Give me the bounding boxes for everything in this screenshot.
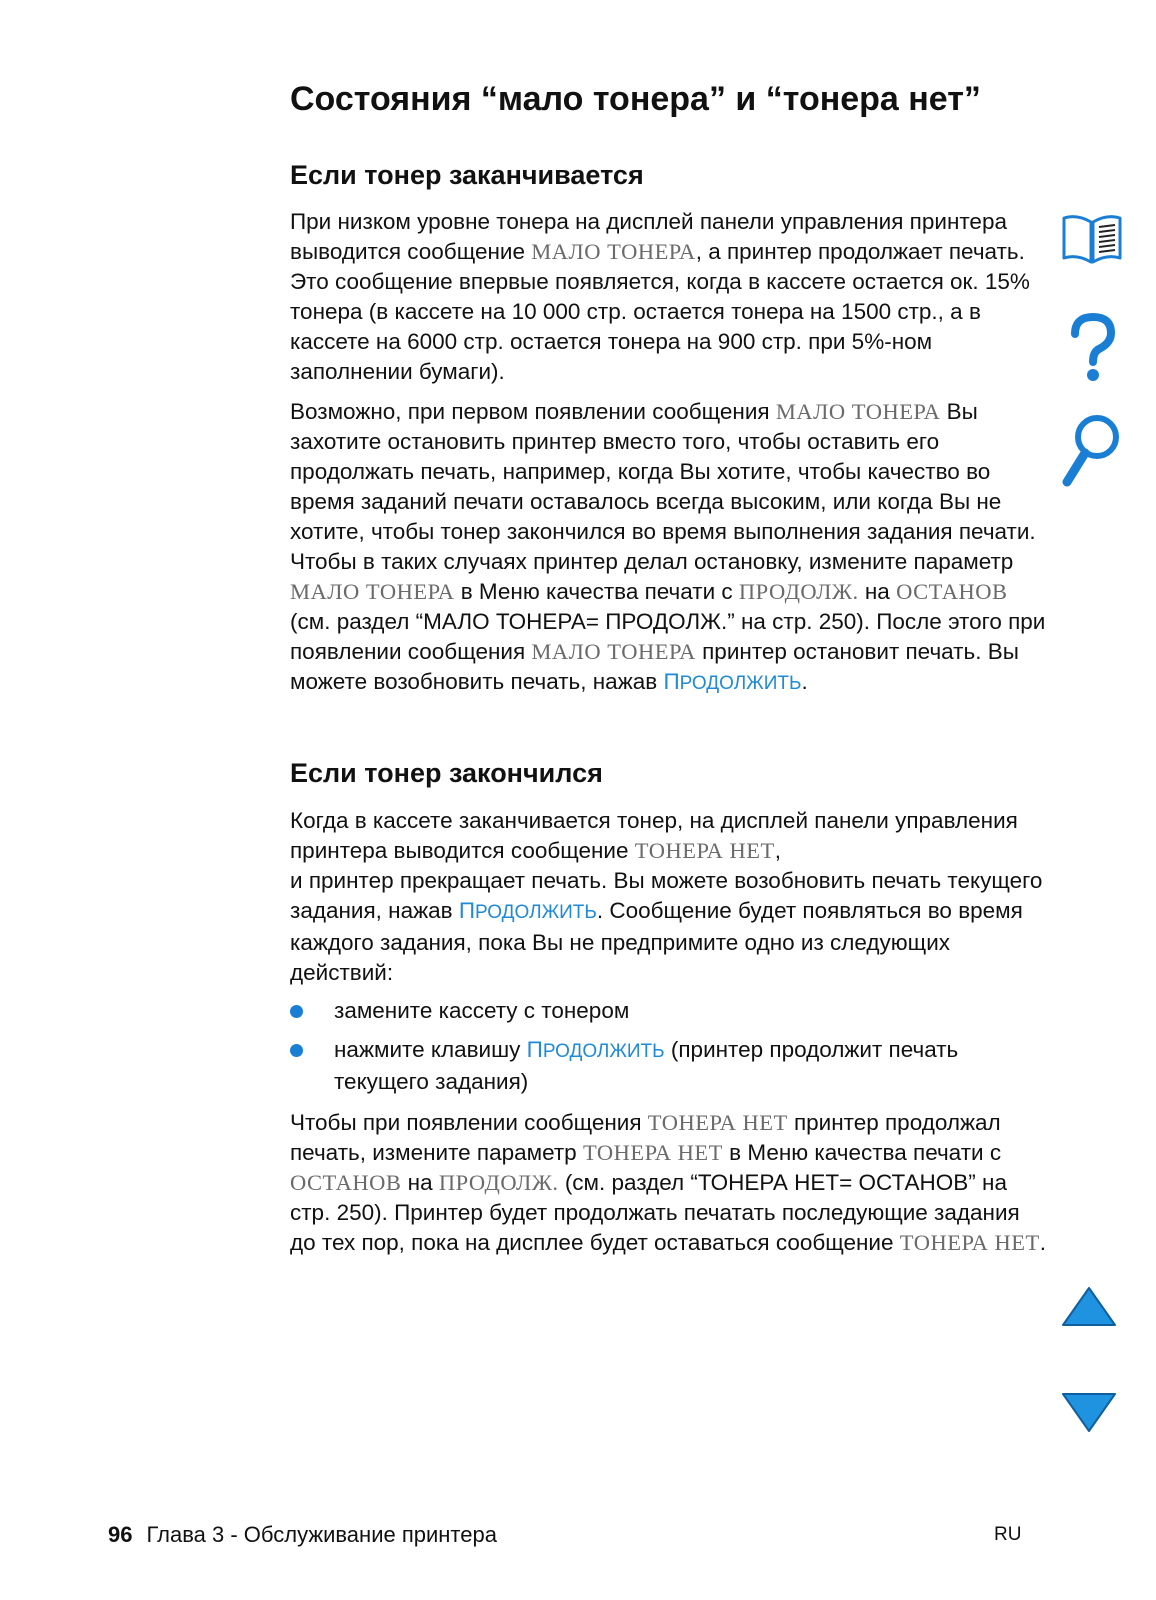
question-mark-icon[interactable] [1066, 312, 1120, 384]
text-run: принтер продолжал печать, измените параметр [290, 1110, 1001, 1165]
paragraph-out-of-toner-1 [290, 806, 1050, 988]
text-run: При низком уровне тонера на дисплей панели управления принтера выводится сообщение [290, 209, 1007, 264]
triangle-down-icon[interactable] [1060, 1390, 1118, 1434]
continue-key-link[interactable] [459, 898, 597, 923]
text-run: (см. раздел “МАЛО ТОНЕРА= ПРОДОЛЖ.” на стр. 250). После этого при появлении сообщения [290, 609, 1046, 664]
chapter-title: Глава 3 - Обслуживание принтера [146, 1522, 497, 1547]
text-run: Вы захотите остановить принтер вместо того, чтобы оставить его продолжать печать, например, когда Вы хотите, чтобы качество во время заданий печати оставалось всегда высоким, или когда Вы не хотите, чтобы тонер закончился во время выполнения задания печати. Чтобы в таких случаях принтер делал остановку, измените параметр [290, 399, 1036, 574]
section-heading-out-of-toner: Если тонер закончился [290, 758, 603, 788]
text-run: на [401, 1170, 439, 1195]
list-item [290, 996, 1050, 1026]
display-message: МАЛО ТОНЕРА [531, 639, 696, 664]
text-run: Чтобы при появлении сообщения [290, 1110, 648, 1135]
section-heading-low-toner: Если тонер заканчивается [290, 160, 644, 190]
paragraph-out-of-toner-2 [290, 1108, 1050, 1258]
text-run: . Сообщение будет появляться во время каждого задания, пока Вы не предпримите одно из следующих действий: [290, 898, 1023, 985]
link-initial: П [458, 898, 476, 923]
text-run: Когда в кассете заканчивается тонер, на дисплей панели управления принтера выводится сообщение [290, 808, 1018, 863]
link-rest: РОДОЛЖИТЬ [679, 673, 802, 694]
book-icon[interactable] [1061, 212, 1123, 268]
text-run: , а принтер продолжает печать. Это сообщение впервые появляется, когда в кассете остается ок. 15% тонера (в кассете на 10 000 стр. остается тонера на 1500 стр., а в кассете на 6000 стр. остается тонера на 900 стр. при 5%-ном заполнении бумаги). [290, 239, 1030, 384]
display-setting: ОСТАНОВ [896, 579, 1008, 604]
display-setting: ПРОДОЛЖ. [438, 1170, 559, 1195]
list-item-text: нажмите клавишу [334, 1037, 527, 1062]
text-run: . [1039, 1230, 1046, 1255]
page-title: Состояния “мало тонера” и “тонера нет” [290, 80, 981, 118]
text-run: в Меню качества печати с [722, 1140, 1002, 1165]
text-run: Возможно, при первом появлении сообщения [290, 399, 776, 424]
bullet-icon [290, 1005, 303, 1018]
display-message: МАЛО ТОНЕРА [290, 579, 455, 604]
action-list [290, 996, 1050, 1106]
text-run: в Меню качества печати с [454, 579, 739, 604]
display-message: ТОНЕРА НЕТ [634, 838, 775, 863]
paragraph-low-toner-1 [290, 207, 1050, 387]
link-rest: РОДОЛЖИТЬ [475, 902, 597, 923]
list-item-text: (принтер продолжит печать текущего задания) [334, 1037, 959, 1094]
display-message: ТОНЕРА НЕТ [647, 1110, 788, 1135]
triangle-up-icon[interactable] [1060, 1285, 1118, 1329]
text-run: и принтер прекращает печать. Вы можете возобновить печать текущего задания, нажав [290, 868, 1043, 923]
link-rest: РОДОЛЖИТЬ [542, 1041, 665, 1062]
list-item [290, 1035, 1050, 1097]
continue-key-link[interactable] [663, 669, 801, 694]
text-run: принтер остановит печать. Вы можете возобновить печать, нажав [290, 639, 1019, 694]
text-run: на [858, 579, 897, 604]
magnifier-icon[interactable] [1061, 412, 1123, 490]
paragraph-low-toner-2 [290, 397, 1050, 699]
text-run: . [801, 669, 808, 694]
text-run: (см. раздел “ТОНЕРА НЕТ= ОСТАНОВ” на стр. 250). Принтер будет продолжать печатать последующие задания до тех пор, пока на дисплее будет оставаться сообщение [290, 1170, 1020, 1255]
display-message: МАЛО ТОНЕРА [775, 399, 941, 424]
page-number: 96 [108, 1522, 133, 1547]
bullet-icon [290, 1044, 303, 1057]
display-setting: ОСТАНОВ [290, 1170, 402, 1195]
link-initial: П [663, 669, 680, 694]
display-message: МАЛО ТОНЕРА [531, 239, 696, 264]
continue-key-link[interactable] [527, 1037, 665, 1062]
footer-left [108, 1522, 497, 1548]
display-setting: ПРОДОЛЖ. [738, 579, 859, 604]
list-item-text: замените кассету с тонером [334, 998, 630, 1023]
text-run: , [774, 838, 781, 863]
display-message: ТОНЕРА НЕТ [899, 1230, 1040, 1255]
display-message: ТОНЕРА НЕТ [582, 1140, 723, 1165]
link-initial: П [526, 1037, 543, 1062]
language-code: RU [994, 1524, 1022, 1545]
